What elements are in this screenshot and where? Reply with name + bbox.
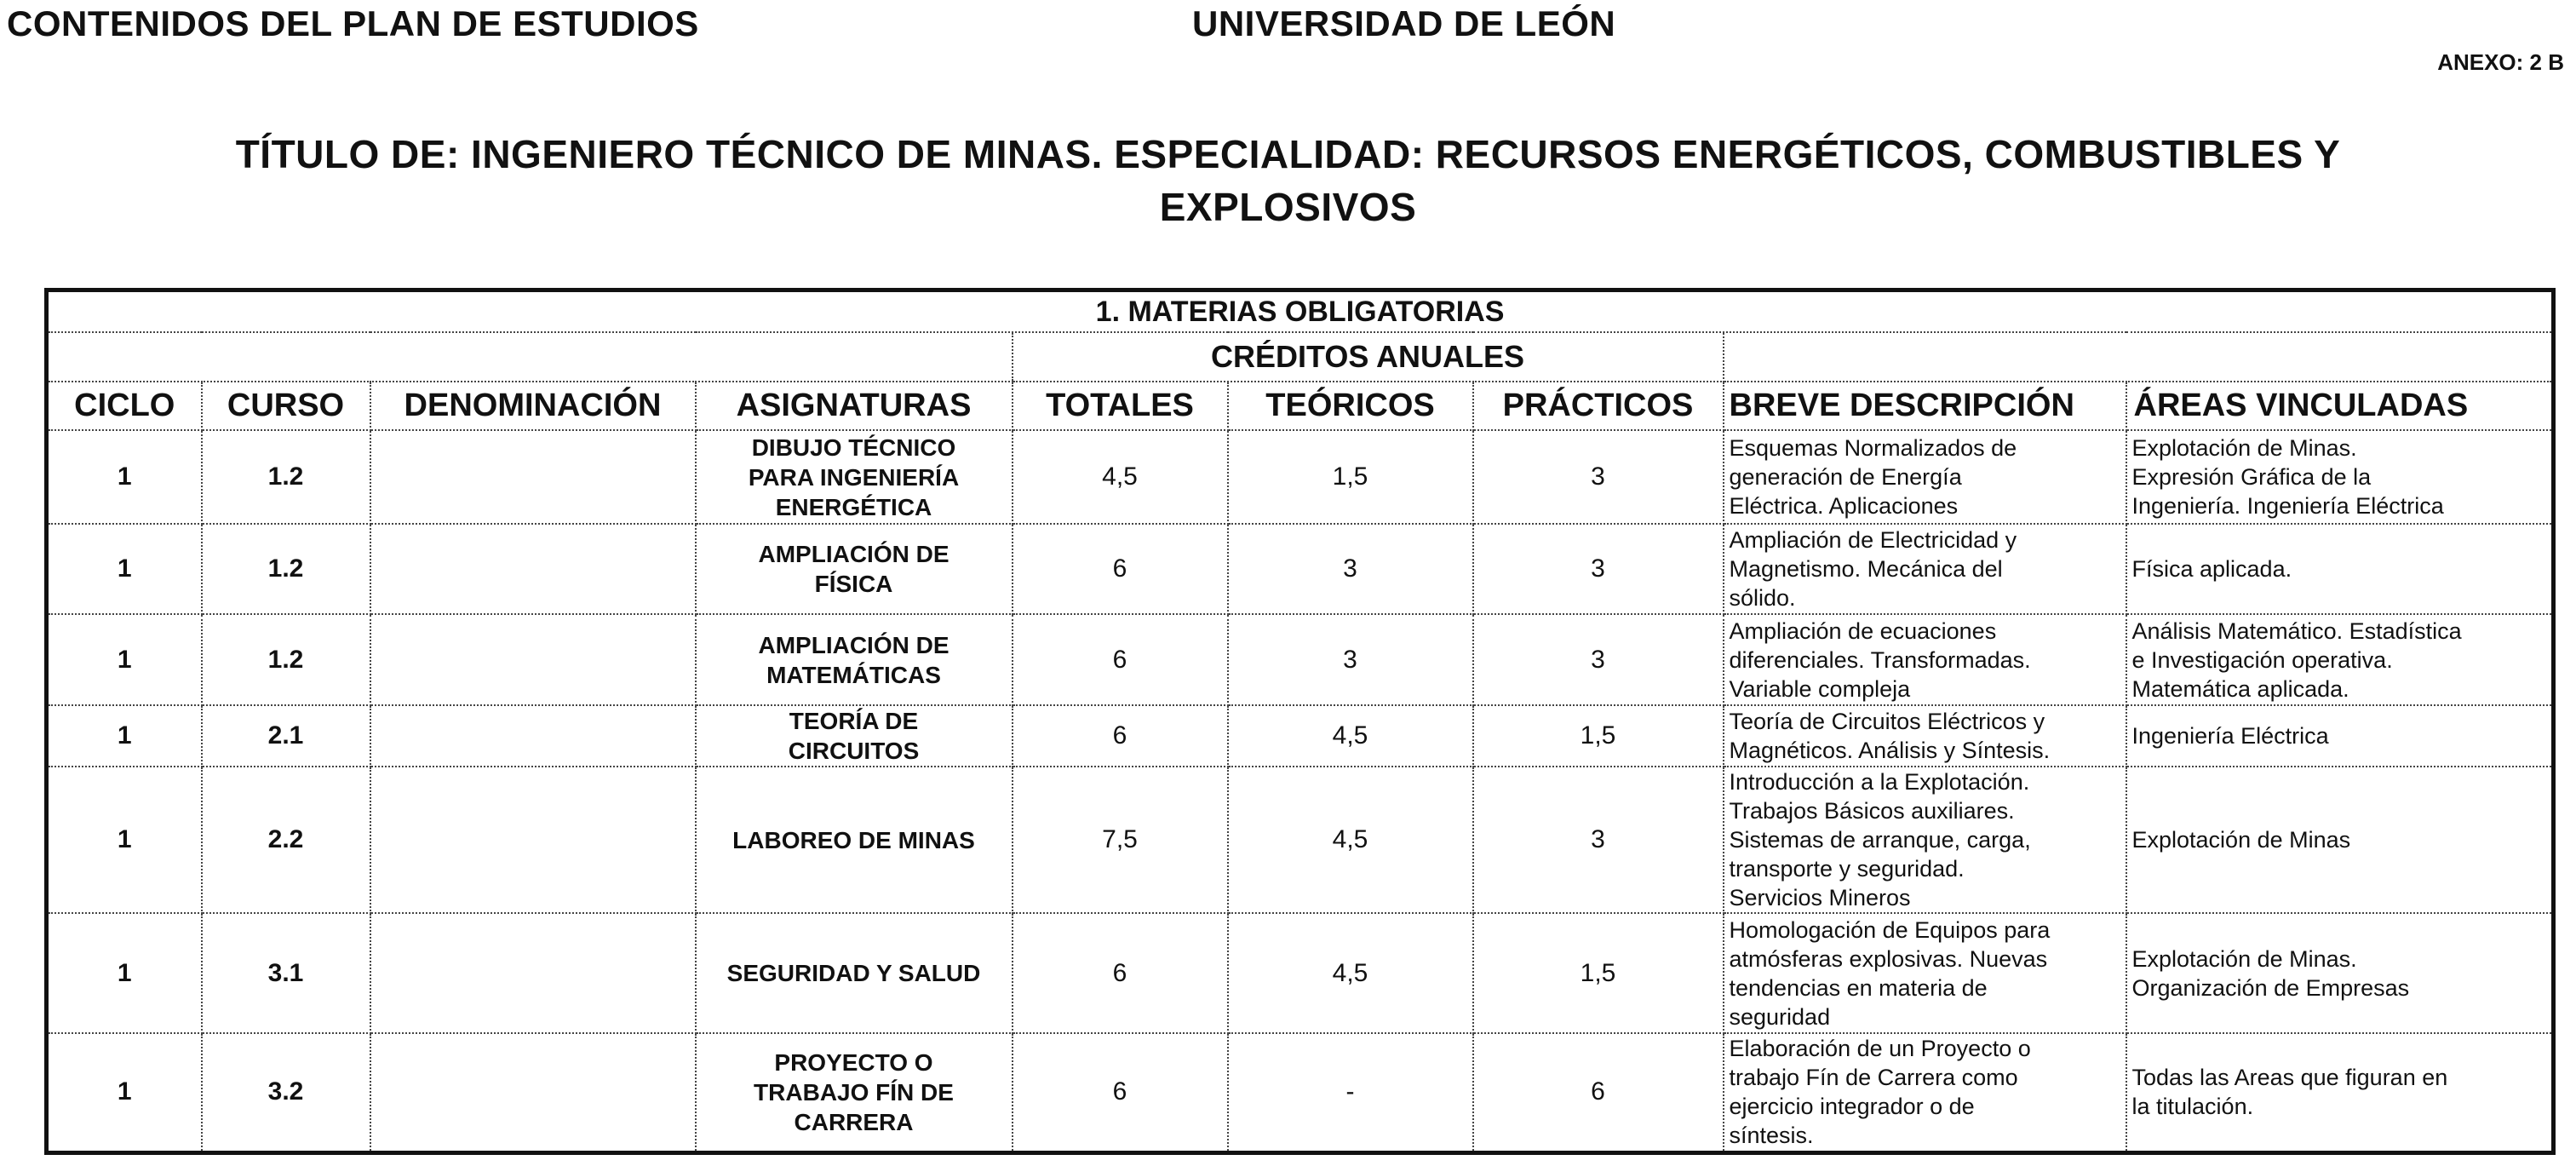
cell-curso: 3.2 — [202, 1033, 370, 1152]
text-line: Todas las Areas que figuran en — [2131, 1065, 2448, 1091]
cell-descripcion — [1724, 913, 2126, 1033]
cell-curso: 1.2 — [202, 524, 370, 614]
cell-totales: 4,5 — [1013, 430, 1228, 524]
cell-practicos: 1,5 — [1473, 705, 1724, 767]
cell-practicos: 6 — [1473, 1033, 1724, 1152]
cell-practicos: 3 — [1473, 614, 1724, 705]
text-line: Homologación de Equipos para — [1729, 916, 2051, 943]
table-row — [47, 913, 2554, 1033]
cell-denominacion — [370, 524, 696, 614]
text-line: e Investigación operativa. — [2131, 646, 2393, 673]
text-line: CIRCUITOS — [788, 738, 920, 764]
col-header-totales: TOTALES — [1013, 382, 1228, 430]
text-line: tendencias en materia de — [1729, 974, 1988, 1001]
cell-practicos: 3 — [1473, 430, 1724, 524]
cell-ciclo: 1 — [47, 913, 202, 1033]
table-body — [47, 430, 2554, 1152]
text-line: la titulación. — [2131, 1094, 2254, 1120]
text-line: MATEMÁTICAS — [766, 661, 941, 688]
cell-practicos: 3 — [1473, 767, 1724, 913]
col-header-curso: CURSO — [202, 382, 370, 430]
text-line: ejercicio integrador o de — [1729, 1094, 1975, 1120]
text-line: Introducción a la Explotación. — [1729, 769, 2030, 795]
cell-totales: 6 — [1013, 913, 1228, 1033]
text-line: síntesis. — [1729, 1123, 1814, 1149]
cell-curso: 2.1 — [202, 705, 370, 767]
cell-ciclo: 1 — [47, 1033, 202, 1152]
header-university: UNIVERSIDAD DE LEÓN — [1192, 3, 1616, 43]
header-annex: ANEXO: 2 B — [2437, 49, 2564, 75]
text-line: Física aplicada. — [2131, 556, 2292, 582]
text-line: LABOREO DE MINAS — [732, 826, 975, 853]
cell-teoricos: - — [1228, 1033, 1473, 1152]
col-header-denominacion: DENOMINACIÓN — [370, 382, 696, 430]
text-line: Ingeniería. Ingeniería Eléctrica — [2131, 493, 2444, 519]
col-header-ciclo: CICLO — [47, 382, 202, 430]
credits-spacer-right — [1724, 332, 2554, 382]
document-title — [0, 128, 2576, 233]
cell-asignatura — [696, 430, 1013, 524]
cell-descripcion — [1724, 1033, 2126, 1152]
cell-ciclo: 1 — [47, 614, 202, 705]
text-line: AMPLIACIÓN DE — [758, 541, 950, 567]
cell-descripcion — [1724, 705, 2126, 767]
table-row — [47, 767, 2554, 913]
cell-descripcion — [1724, 614, 2126, 705]
cell-asignatura — [696, 913, 1013, 1033]
cell-asignatura — [696, 524, 1013, 614]
text-line: ENERGÉTICA — [775, 493, 932, 520]
text-line: Análisis Matemático. Estadística — [2131, 617, 2462, 644]
cell-ciclo: 1 — [47, 705, 202, 767]
cell-areas — [2126, 524, 2554, 614]
text-line: Explotación de Minas. — [2131, 435, 2357, 461]
col-header-asignaturas: ASIGNATURAS — [696, 382, 1013, 430]
cell-denominacion — [370, 1033, 696, 1152]
text-line: Variable compleja — [1729, 675, 1911, 702]
col-header-teoricos: TEÓRICOS — [1228, 382, 1473, 430]
cell-asignatura — [696, 767, 1013, 913]
text-line: Ampliación de Electricidad y — [1729, 527, 2017, 553]
table-row — [47, 705, 2554, 767]
text-line: atmósferas explosivas. Nuevas — [1729, 945, 2048, 972]
credits-spacer-left — [47, 332, 1013, 382]
text-line: CARRERA — [794, 1108, 914, 1135]
cell-denominacion — [370, 430, 696, 524]
text-line: Esquemas Normalizados de — [1729, 435, 2017, 461]
col-header-descripcion: BREVE DESCRIPCIÓN — [1724, 382, 2126, 430]
cell-descripcion — [1724, 524, 2126, 614]
cell-practicos: 3 — [1473, 524, 1724, 614]
cell-totales: 6 — [1013, 614, 1228, 705]
credits-group-header: CRÉDITOS ANUALES — [1013, 332, 1724, 382]
text-line: generación de Energía — [1729, 464, 1962, 490]
cell-denominacion — [370, 767, 696, 913]
cell-teoricos: 4,5 — [1228, 913, 1473, 1033]
col-header-practicos: PRÁCTICOS — [1473, 382, 1724, 430]
text-line: Magnéticos. Análisis y Síntesis. — [1729, 738, 2051, 763]
cell-denominacion — [370, 913, 696, 1033]
cell-denominacion — [370, 614, 696, 705]
text-line: Ingeniería Eléctrica — [2131, 723, 2329, 749]
cell-areas — [2126, 705, 2554, 767]
cell-teoricos: 3 — [1228, 524, 1473, 614]
cell-areas — [2126, 767, 2554, 913]
section-title: 1. MATERIAS OBLIGATORIAS — [47, 290, 2554, 333]
cell-totales: 7,5 — [1013, 767, 1228, 913]
text-line: transporte y seguridad. — [1729, 856, 1965, 882]
cell-curso: 2.2 — [202, 767, 370, 913]
table-row — [47, 1033, 2554, 1152]
column-header-row — [47, 382, 2554, 430]
text-line: Matemática aplicada. — [2131, 675, 2349, 702]
cell-totales: 6 — [1013, 524, 1228, 614]
text-line: Trabajos Básicos auxiliares. — [1729, 798, 2015, 824]
text-line: Expresión Gráfica de la — [2131, 464, 2372, 490]
text-line: TRABAJO FÍN DE — [754, 1078, 954, 1106]
cell-areas — [2126, 614, 2554, 705]
cell-descripcion — [1724, 430, 2126, 524]
text-line: Sistemas de arranque, carga, — [1729, 827, 2031, 853]
text-line: TEORÍA DE — [789, 708, 919, 734]
text-line: Servicios Mineros — [1729, 885, 1911, 910]
cell-ciclo: 1 — [47, 767, 202, 913]
table-row — [47, 614, 2554, 705]
document-title-line-1: TÍTULO DE: INGENIERO TÉCNICO DE MINAS. ESPECIALIDAD: RECURSOS ENERGÉTICOS, COMBUSTIBLES Y — [235, 132, 2341, 176]
text-line: PARA INGENIERÍA — [748, 463, 960, 491]
cell-practicos: 1,5 — [1473, 913, 1724, 1033]
table-row — [47, 430, 2554, 524]
text-line: Ampliación de ecuaciones — [1729, 617, 1997, 644]
document-title-line-2: EXPLOSIVOS — [1159, 185, 1417, 229]
table-row — [47, 524, 2554, 614]
cell-descripcion — [1724, 767, 2126, 913]
cell-areas — [2126, 913, 2554, 1033]
cell-totales: 6 — [1013, 1033, 1228, 1152]
cell-totales: 6 — [1013, 705, 1228, 767]
header-plan-title: CONTENIDOS DEL PLAN DE ESTUDIOS — [7, 3, 699, 43]
text-line: FÍSICA — [814, 571, 893, 597]
text-line: Organización de Empresas — [2131, 974, 2410, 1001]
text-line: Explotación de Minas — [2131, 827, 2351, 853]
cell-ciclo: 1 — [47, 524, 202, 614]
text-line: PROYECTO O — [774, 1048, 933, 1076]
cell-asignatura — [696, 705, 1013, 767]
cell-teoricos: 3 — [1228, 614, 1473, 705]
subjects-table — [44, 288, 2556, 1155]
cell-teoricos: 4,5 — [1228, 767, 1473, 913]
text-line: diferenciales. Transformadas. — [1729, 646, 2031, 673]
col-header-areas: ÁREAS VINCULADAS — [2126, 382, 2554, 430]
text-line: Teoría de Circuitos Eléctricos y — [1729, 709, 2045, 734]
cell-areas — [2126, 1033, 2554, 1152]
cell-ciclo: 1 — [47, 430, 202, 524]
text-line: trabajo Fín de Carrera como — [1729, 1065, 2018, 1091]
text-line: sólido. — [1729, 585, 1796, 611]
cell-areas — [2126, 430, 2554, 524]
cell-asignatura — [696, 1033, 1013, 1152]
cell-denominacion — [370, 705, 696, 767]
text-line: AMPLIACIÓN DE — [758, 631, 950, 658]
cell-curso: 3.1 — [202, 913, 370, 1033]
cell-teoricos: 1,5 — [1228, 430, 1473, 524]
text-line: Explotación de Minas. — [2131, 945, 2357, 972]
text-line: Magnetismo. Mecánica del — [1729, 556, 2003, 582]
text-line: Elaboración de un Proyecto o — [1729, 1036, 2031, 1062]
text-line: Eléctrica. Aplicaciones — [1729, 493, 1959, 519]
text-line: SEGURIDAD Y SALUD — [726, 960, 981, 986]
text-line: DIBUJO TÉCNICO — [751, 434, 956, 461]
text-line: seguridad — [1729, 1003, 1831, 1030]
cell-teoricos: 4,5 — [1228, 705, 1473, 767]
cell-curso: 1.2 — [202, 430, 370, 524]
cell-curso: 1.2 — [202, 614, 370, 705]
cell-asignatura — [696, 614, 1013, 705]
